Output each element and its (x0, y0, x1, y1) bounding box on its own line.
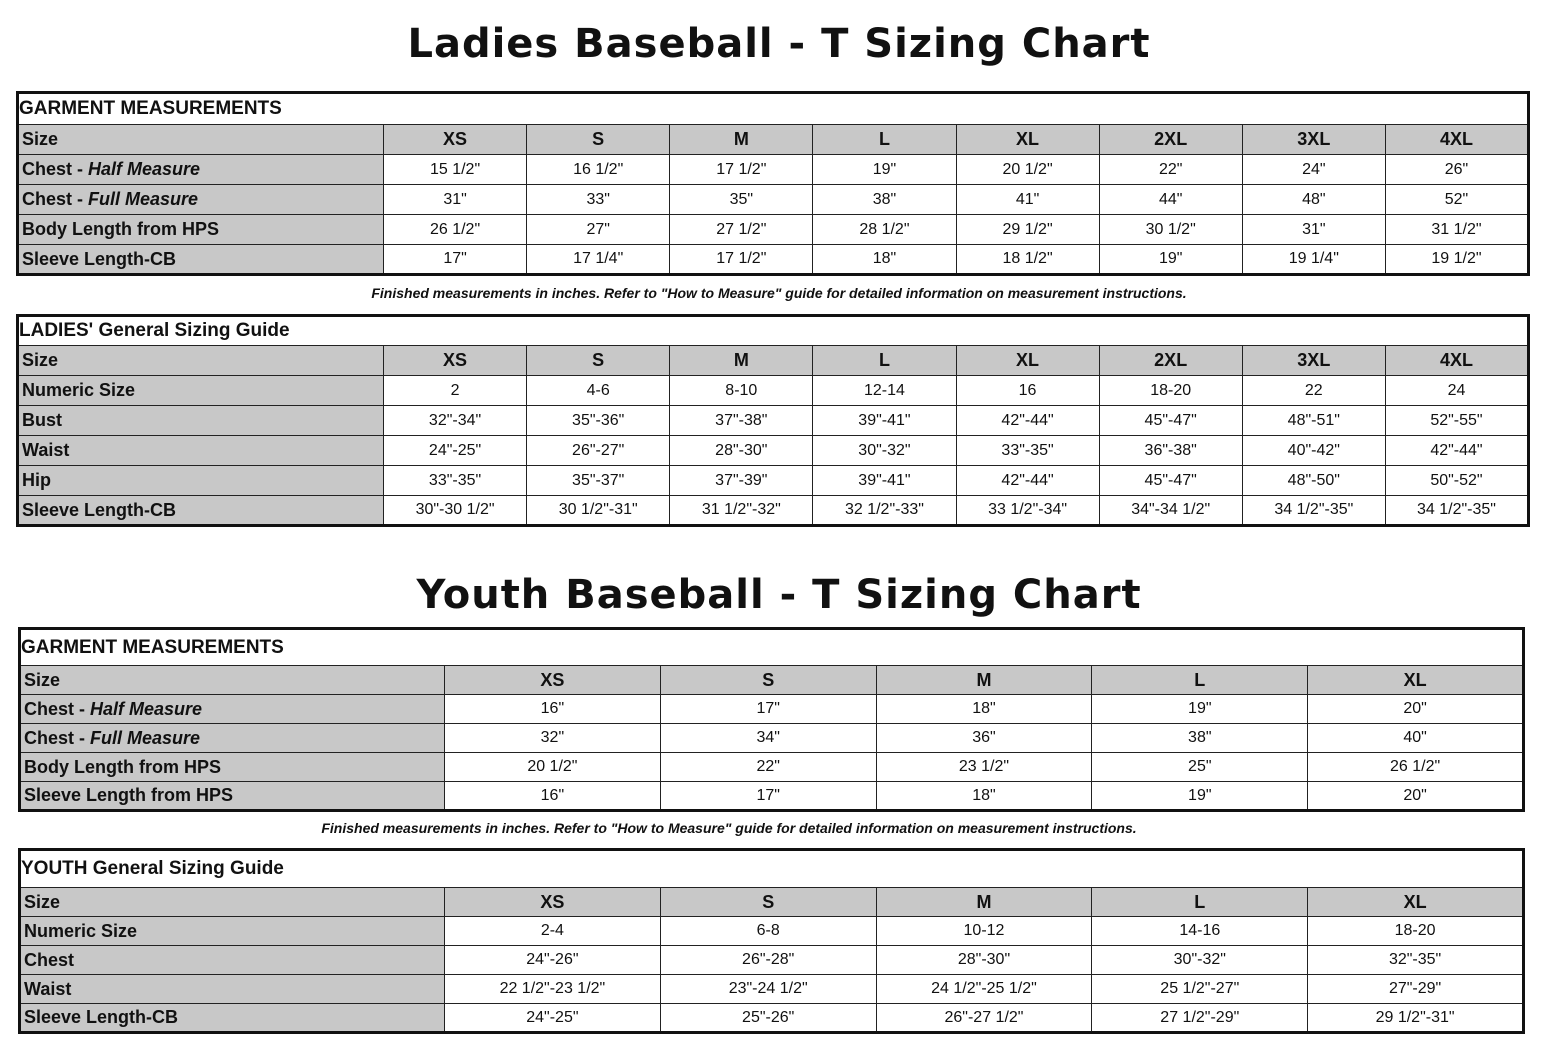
measurement-cell: 37"-38" (670, 406, 813, 436)
measurement-cell: 41" (956, 185, 1099, 215)
row-label (18, 376, 384, 406)
measurement-cell: 35"-36" (527, 406, 670, 436)
measurement-cell: 18" (876, 782, 1092, 811)
measurement-cell: 25"-26" (660, 1004, 876, 1033)
row-label (18, 436, 384, 466)
table-row (20, 753, 1524, 782)
measurement-cell: 19" (813, 155, 956, 185)
measurement-cell: 17 1/4" (527, 245, 670, 275)
table-row (20, 782, 1524, 811)
measurement-cell: 20" (1308, 782, 1524, 811)
measurement-cell: 39"-41" (813, 406, 956, 436)
row-label (18, 185, 384, 215)
size-column-header: XS (384, 125, 527, 155)
size-column-header: XS (445, 888, 661, 917)
measurement-cell: 34" (660, 724, 876, 753)
measurement-cell: 31 1/2" (1385, 215, 1528, 245)
measurement-cell: 33"-35" (956, 436, 1099, 466)
row-label-main: Body Length from HPS (22, 219, 219, 239)
youth-measurement-note: Finished measurements in inches. Refer to "How to Measure" guide for detailed information on measurement instructions. (321, 820, 1137, 836)
measurement-cell: 24 (1385, 376, 1528, 406)
size-label: Size (18, 125, 384, 155)
measurement-cell: 17 1/2" (670, 245, 813, 275)
size-column-header: L (813, 125, 956, 155)
measurement-cell: 45"-47" (1099, 406, 1242, 436)
size-column-header: 4XL (1385, 125, 1528, 155)
row-label-main: Sleeve Length-CB (22, 499, 177, 520)
row-label (20, 753, 445, 782)
size-column-header: L (1092, 666, 1308, 695)
measurement-cell: 27"-29" (1308, 975, 1524, 1004)
measurement-cell: 29 1/2"-31" (1308, 1004, 1524, 1033)
table-row (20, 724, 1524, 753)
row-label (18, 215, 384, 245)
row-label (18, 155, 384, 185)
size-column-header: S (527, 346, 670, 376)
row-label-main: Body Length from HPS (24, 756, 221, 777)
size-column-header: L (1092, 888, 1308, 917)
measurement-cell: 26"-28" (660, 946, 876, 975)
row-label-main: Chest - (24, 698, 91, 719)
measurement-cell: 15 1/2" (384, 155, 527, 185)
measurement-cell: 2 (384, 376, 527, 406)
table-row (20, 695, 1524, 724)
measurement-cell: 12-14 (813, 376, 956, 406)
measurement-cell: 18" (813, 245, 956, 275)
measurement-cell: 25" (1092, 753, 1308, 782)
measurement-cell: 29 1/2" (956, 215, 1099, 245)
measurement-cell: 28 1/2" (813, 215, 956, 245)
measurement-cell: 38" (813, 185, 956, 215)
size-column-header: M (876, 888, 1092, 917)
row-label (20, 946, 445, 975)
row-label-main: Sleeve Length-CB (24, 1007, 179, 1027)
ladies-chart-title: Ladies Baseball - T Sizing Chart (407, 21, 1151, 67)
row-label (20, 724, 445, 753)
measurement-cell: 48" (1242, 185, 1385, 215)
measurement-cell: 16 1/2" (527, 155, 670, 185)
measurement-cell: 32"-35" (1308, 946, 1524, 975)
size-column-header: XS (445, 666, 661, 695)
measurement-cell: 26"-27 1/2" (876, 1004, 1092, 1033)
size-label: Size (18, 346, 384, 376)
size-column-header: M (876, 666, 1092, 695)
measurement-cell: 48"-50" (1242, 466, 1385, 496)
row-label-main: Bust (22, 410, 62, 430)
measurement-cell: 20 1/2" (956, 155, 1099, 185)
row-label-main: Sleeve Length from HPS (24, 785, 234, 805)
table-row (20, 946, 1524, 975)
table-row (18, 185, 1529, 215)
measurement-cell: 19 1/4" (1242, 245, 1385, 275)
measurement-cell: 40" (1308, 724, 1524, 753)
measurement-cell: 22 (1242, 376, 1385, 406)
row-label-main: Numeric Size (22, 380, 136, 400)
measurement-cell: 26" (1385, 155, 1528, 185)
row-label (18, 406, 384, 436)
measurement-cell: 30 1/2"-31" (527, 496, 670, 526)
ladies-measurement-note: Finished measurements in inches. Refer to "How to Measure" guide for detailed information on measurement instructions. (371, 285, 1187, 301)
measurement-cell: 31" (1242, 215, 1385, 245)
table-header: GARMENT MEASUREMENTS (18, 93, 1529, 125)
measurement-cell: 39"-41" (813, 466, 956, 496)
size-column-header: XL (1308, 666, 1524, 695)
table-row (18, 245, 1529, 275)
table-row (18, 406, 1529, 436)
size-column-header: 2XL (1099, 125, 1242, 155)
measurement-cell: 22 1/2"-23 1/2" (445, 975, 661, 1004)
measurement-cell: 42"-44" (1385, 436, 1528, 466)
table-row (18, 496, 1529, 526)
size-column-header: XL (956, 125, 1099, 155)
size-column-header: XL (956, 346, 1099, 376)
measurement-cell: 34 1/2"-35" (1242, 496, 1385, 526)
measurement-cell: 42"-44" (956, 406, 1099, 436)
size-column-header: 3XL (1242, 346, 1385, 376)
size-column-header: S (660, 666, 876, 695)
size-column-header: 3XL (1242, 125, 1385, 155)
measurement-cell: 30 1/2" (1099, 215, 1242, 245)
table-row (18, 466, 1529, 496)
measurement-cell: 31 1/2"-32" (670, 496, 813, 526)
measurement-cell: 44" (1099, 185, 1242, 215)
table-row (18, 215, 1529, 245)
measurement-cell: 17" (660, 782, 876, 811)
table-header: YOUTH General Sizing Guide (20, 850, 1524, 888)
measurement-cell: 42"-44" (956, 466, 1099, 496)
measurement-cell: 38" (1092, 724, 1308, 753)
measurement-cell: 19" (1099, 245, 1242, 275)
measurement-cell: 17" (660, 695, 876, 724)
measurement-cell: 27 1/2" (670, 215, 813, 245)
measurement-cell: 24" (1242, 155, 1385, 185)
measurement-cell: 22" (1099, 155, 1242, 185)
row-label-emphasis: Full Measure (88, 189, 199, 209)
size-column-header: XL (1308, 888, 1524, 917)
measurement-cell: 18 1/2" (956, 245, 1099, 275)
measurement-cell: 27 1/2"-29" (1092, 1004, 1308, 1033)
size-column-header: S (660, 888, 876, 917)
measurement-cell: 16 (956, 376, 1099, 406)
measurement-cell: 45"-47" (1099, 466, 1242, 496)
measurement-cell: 14-16 (1092, 917, 1308, 946)
measurement-cell: 30"-30 1/2" (384, 496, 527, 526)
measurement-cell: 34"-34 1/2" (1099, 496, 1242, 526)
measurement-cell: 48"-51" (1242, 406, 1385, 436)
measurement-cell: 4-6 (527, 376, 670, 406)
row-label-main: Chest - (24, 727, 91, 748)
measurement-cell: 27" (527, 215, 670, 245)
size-label: Size (20, 888, 445, 917)
measurement-cell: 2-4 (445, 917, 661, 946)
row-label-main: Waist (24, 978, 72, 999)
size-column-header: M (670, 346, 813, 376)
measurement-cell: 37"-39" (670, 466, 813, 496)
row-label-emphasis: Half Measure (88, 159, 201, 179)
ladies-garment-table (16, 91, 1530, 276)
measurement-cell: 6-8 (660, 917, 876, 946)
row-label (20, 782, 445, 811)
measurement-cell: 24"-25" (445, 1004, 661, 1033)
row-label-main: Hip (22, 470, 51, 490)
size-column-header: M (670, 125, 813, 155)
measurement-cell: 28"-30" (876, 946, 1092, 975)
youth-general-sizing-table (18, 848, 1525, 1034)
table-header: GARMENT MEASUREMENTS (20, 629, 1524, 666)
row-label (18, 466, 384, 496)
measurement-cell: 10-12 (876, 917, 1092, 946)
row-label-emphasis: Full Measure (90, 727, 201, 748)
measurement-cell: 19" (1092, 695, 1308, 724)
measurement-cell: 26 1/2" (384, 215, 527, 245)
measurement-cell: 36" (876, 724, 1092, 753)
size-column-header: 2XL (1099, 346, 1242, 376)
measurement-cell: 16" (445, 782, 661, 811)
table-row (20, 975, 1524, 1004)
measurement-cell: 19 1/2" (1385, 245, 1528, 275)
youth-chart-title: Youth Baseball - T Sizing Chart (416, 572, 1142, 618)
measurement-cell: 33" (527, 185, 670, 215)
row-label-main: Chest - (22, 189, 89, 209)
measurement-cell: 17 1/2" (670, 155, 813, 185)
size-column-header: L (813, 346, 956, 376)
measurement-cell: 8-10 (670, 376, 813, 406)
measurement-cell: 35"-37" (527, 466, 670, 496)
measurement-cell: 30"-32" (1092, 946, 1308, 975)
row-label (20, 695, 445, 724)
measurement-cell: 24"-25" (384, 436, 527, 466)
measurement-cell: 16" (445, 695, 661, 724)
size-column-header: 4XL (1385, 346, 1528, 376)
measurement-cell: 32"-34" (384, 406, 527, 436)
measurement-cell: 18-20 (1308, 917, 1524, 946)
measurement-cell: 17" (384, 245, 527, 275)
measurement-cell: 18-20 (1099, 376, 1242, 406)
size-column-header: S (527, 125, 670, 155)
row-label (20, 917, 445, 946)
size-label: Size (20, 666, 445, 695)
size-column-header: XS (384, 346, 527, 376)
measurement-cell: 20" (1308, 695, 1524, 724)
measurement-cell: 23 1/2" (876, 753, 1092, 782)
ladies-general-sizing-table (16, 314, 1530, 527)
row-label-main: Chest - (22, 159, 89, 179)
row-label (20, 975, 445, 1004)
measurement-cell: 18" (876, 695, 1092, 724)
measurement-cell: 52" (1385, 185, 1528, 215)
row-label (20, 1004, 445, 1033)
measurement-cell: 26"-27" (527, 436, 670, 466)
measurement-cell: 24 1/2"-25 1/2" (876, 975, 1092, 1004)
row-label-main: Waist (22, 440, 70, 460)
measurement-cell: 34 1/2"-35" (1385, 496, 1528, 526)
measurement-cell: 40"-42" (1242, 436, 1385, 466)
measurement-cell: 22" (660, 753, 876, 782)
row-label-main: Sleeve Length-CB (22, 248, 177, 269)
measurement-cell: 31" (384, 185, 527, 215)
measurement-cell: 23"-24 1/2" (660, 975, 876, 1004)
table-row (18, 155, 1529, 185)
table-header: LADIES' General Sizing Guide (18, 316, 1529, 346)
row-label (18, 496, 384, 526)
table-row (18, 436, 1529, 466)
measurement-cell: 26 1/2" (1308, 753, 1524, 782)
row-label-main: Numeric Size (24, 920, 138, 941)
measurement-cell: 33 1/2"-34" (956, 496, 1099, 526)
measurement-cell: 20 1/2" (445, 753, 661, 782)
row-label-main: Chest (24, 949, 75, 970)
measurement-cell: 30"-32" (813, 436, 956, 466)
measurement-cell: 25 1/2"-27" (1092, 975, 1308, 1004)
measurement-cell: 32" (445, 724, 661, 753)
measurement-cell: 33"-35" (384, 466, 527, 496)
table-row (20, 1004, 1524, 1033)
row-label-emphasis: Half Measure (90, 698, 203, 719)
table-row (20, 917, 1524, 946)
measurement-cell: 28"-30" (670, 436, 813, 466)
table-row (18, 376, 1529, 406)
measurement-cell: 32 1/2"-33" (813, 496, 956, 526)
measurement-cell: 50"-52" (1385, 466, 1528, 496)
measurement-cell: 36"-38" (1099, 436, 1242, 466)
youth-garment-table (18, 627, 1525, 812)
row-label (18, 245, 384, 275)
measurement-cell: 19" (1092, 782, 1308, 811)
measurement-cell: 24"-26" (445, 946, 661, 975)
measurement-cell: 52"-55" (1385, 406, 1528, 436)
measurement-cell: 35" (670, 185, 813, 215)
